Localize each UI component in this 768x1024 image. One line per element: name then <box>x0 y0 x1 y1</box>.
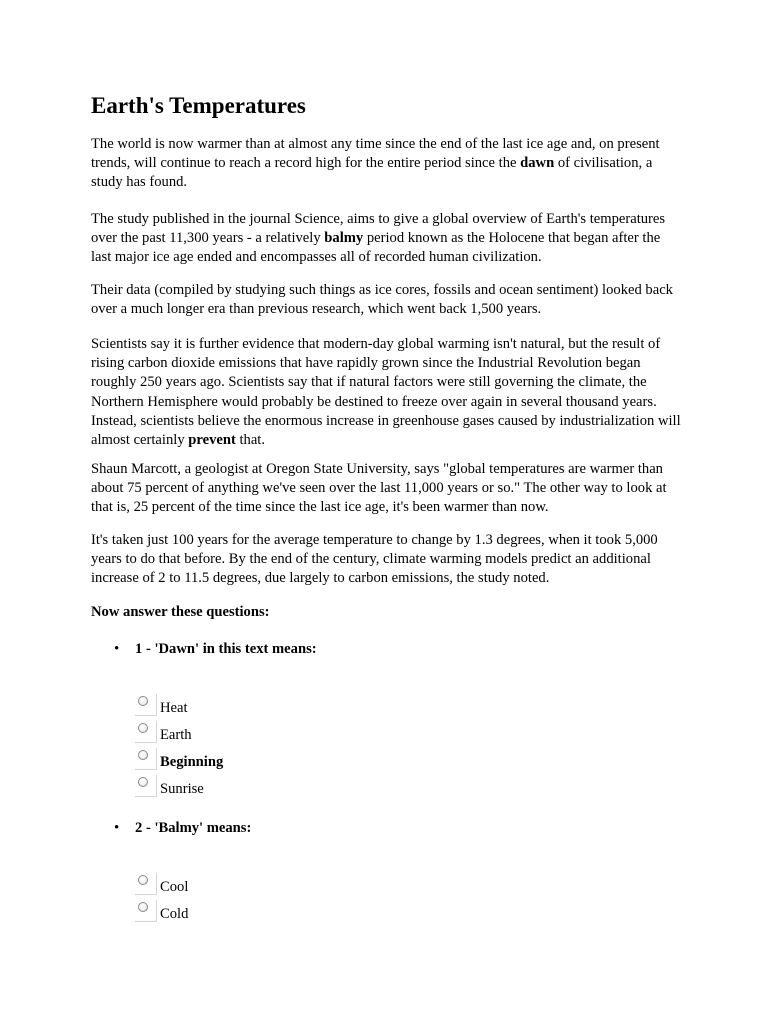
paragraph-2-text-b: period known as the Holocene that began after the last major ice age ended and encompasses all of recorded human civilization. <box>91 230 661 266</box>
keyword-dawn: dawn <box>520 155 555 172</box>
q2-option-cool[interactable] <box>135 873 335 897</box>
option-label: Cool <box>160 879 189 895</box>
questions-heading: Now answer these questions: <box>91 604 270 620</box>
option-label: Heat <box>160 700 188 716</box>
paragraph-1 <box>91 135 681 193</box>
question-1-text: 1 - 'Dawn' in this text means: <box>135 641 317 657</box>
paragraph-4 <box>91 335 681 450</box>
radio-frame <box>135 900 157 922</box>
option-label: Cold <box>160 906 189 922</box>
paragraph-1-text-a: The world is now warmer than at almost any time since the end of the last ice age and, on present trends, will continue to reach a record high for the entire period since the <box>91 136 660 172</box>
q1-option-sunrise[interactable] <box>135 775 335 799</box>
radio-button[interactable] <box>138 750 148 760</box>
radio-button[interactable] <box>138 902 148 912</box>
option-label: Earth <box>160 727 192 743</box>
paragraph-1-text-b: of civilisation, a study has found. <box>91 155 653 191</box>
paragraph-2 <box>91 210 681 268</box>
radio-button[interactable] <box>138 777 148 787</box>
radio-button[interactable] <box>138 875 148 885</box>
paragraph-2-text-a: The study published in the journal Science, aims to give a global overview of Earth's temperatures over the past 11,300 years - a relatively <box>91 211 666 247</box>
keyword-prevent: prevent <box>188 432 236 449</box>
q1-option-heat[interactable] <box>135 694 335 718</box>
option-label: Beginning <box>160 754 224 770</box>
question-2-text: 2 - 'Balmy' means: <box>135 820 252 836</box>
radio-frame <box>135 748 157 770</box>
bullet-icon: • <box>114 820 120 836</box>
radio-frame <box>135 873 157 895</box>
radio-button[interactable] <box>138 723 148 733</box>
option-label: Sunrise <box>160 781 204 797</box>
paragraph-4-text-a: Scientists say it is further evidence that modern-day global warming isn't natural, but the result of rising carbon dioxide emissions that have rapidly grown since the Industrial Revolution began roughly 250 years ago. Scientists say that if natural factors were still governing the climate, the Northern Hemisphere would probably be destined to freeze over again in several thousand years. Instead, scientists believe the enormous increase in greenhouse gases caused by industrialization will almost certainly <box>91 336 681 449</box>
bullet-icon: • <box>114 641 120 657</box>
q1-option-beginning[interactable] <box>135 748 335 772</box>
q2-option-cold[interactable] <box>135 900 335 924</box>
radio-frame <box>135 694 157 716</box>
paragraph-4-text-b: that. <box>235 432 266 449</box>
radio-frame <box>135 775 157 797</box>
paragraph-3: Their data (compiled by studying such things as ice cores, fossils and ocean sentiment) looked back over a much longer era than previous research, which went back 1,500 years. <box>91 282 673 318</box>
page-title: Earth's Temperatures <box>91 93 306 118</box>
radio-button[interactable] <box>138 696 148 706</box>
paragraph-6: It's taken just 100 years for the average temperature to change by 1.3 degrees, when it took 5,000 years to do that before. By the end of the century, climate warming models predict an additional increase of 2 to 11.5 degrees, due largely to carbon emissions, the study noted. <box>91 532 658 587</box>
radio-frame <box>135 721 157 743</box>
paragraph-5: Shaun Marcott, a geologist at Oregon State University, says "global temperatures are warmer than about 75 percent of anything we've seen over the last 11,000 years or so." The other way to look at that is, 25 percent of the time since the last ice age, it's been warmer than now. <box>91 461 667 516</box>
keyword-balmy: balmy <box>324 230 364 247</box>
q1-option-earth[interactable] <box>135 721 335 745</box>
